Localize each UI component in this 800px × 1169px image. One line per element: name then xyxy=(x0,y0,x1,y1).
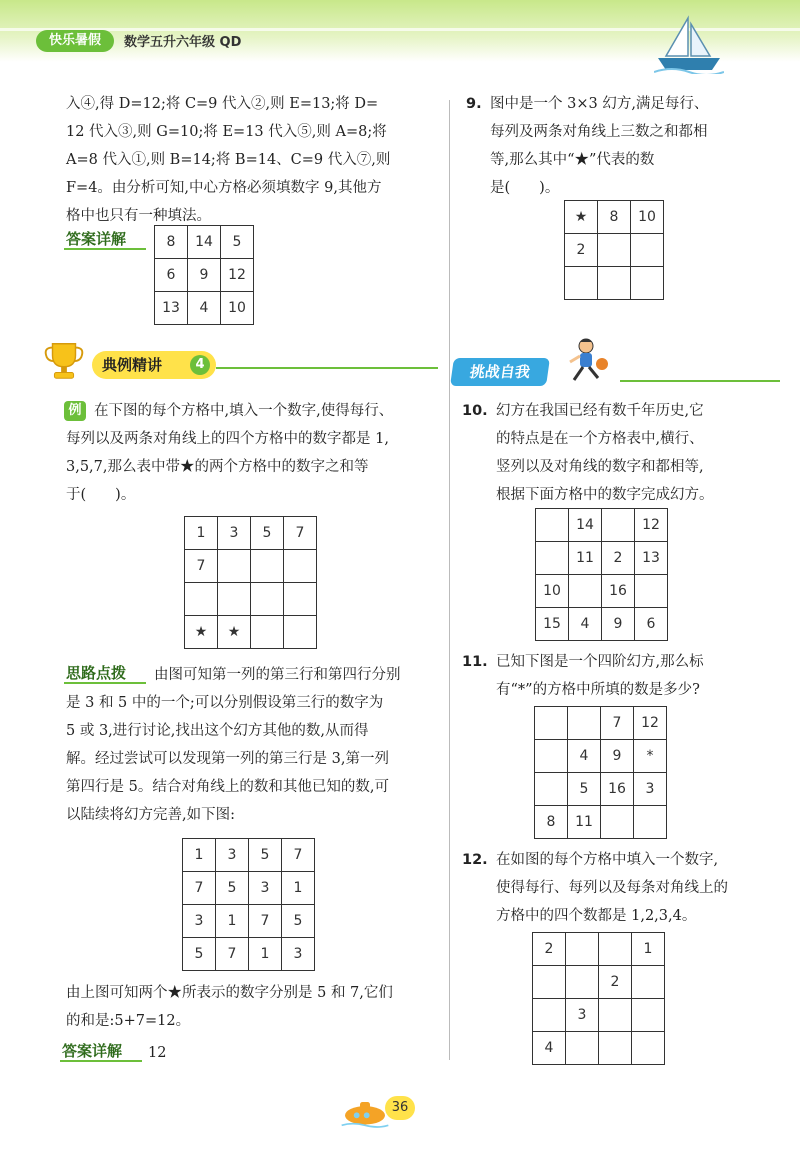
grid-cell: 8 xyxy=(155,226,188,259)
grid-cell: 2 xyxy=(602,542,635,575)
grid-cell: 3 xyxy=(218,517,251,550)
grid-cell: 3 xyxy=(566,999,599,1032)
grid-cell: 8 xyxy=(598,201,631,234)
grid-cell xyxy=(251,583,284,616)
prev-solution-line: 入④,得 D=12;将 C=9 代入②,则 E=13;将 D= xyxy=(66,96,379,112)
hint-line: 解。经过尝试可以发现第一列的第三行是 3,第一列 xyxy=(66,751,389,767)
grid-cell xyxy=(599,933,632,966)
grid-cell: 2 xyxy=(565,234,598,267)
hint-line: 是 3 和 5 中的一个;可以分别假设第三行的数字为 xyxy=(66,695,384,711)
grid-cell xyxy=(566,1032,599,1065)
conclusion-line: 的和是:5+7=12。 xyxy=(66,1013,191,1029)
hint-line: 由图可知第一列的第三行和第四行分别 xyxy=(154,667,401,683)
grid-cell: 1 xyxy=(282,872,315,905)
answer-tag-underline xyxy=(64,248,146,250)
grid-cell xyxy=(598,234,631,267)
q9-number: 9. xyxy=(466,96,482,112)
prev-solution xyxy=(66,90,446,230)
final-answer-tag: 答案详解 xyxy=(62,1042,123,1060)
q9-line: 是( )。 xyxy=(490,180,560,196)
header-subtitle: 数学五升六年级 QD xyxy=(124,35,242,50)
grid-cell: ★ xyxy=(565,201,598,234)
q10-line: 幻方在我国已经有数千年历史,它 xyxy=(496,403,704,419)
grid-cell: 4 xyxy=(533,1032,566,1065)
example-line: 于( )。 xyxy=(66,487,136,503)
grid-cell: 3 xyxy=(634,773,667,806)
grid-cell: 1 xyxy=(216,905,249,938)
q10-line: 的特点是在一个方格表中,横行、 xyxy=(496,431,704,447)
example-line: 3,5,7,那么表中带★的两个方格中的数字之和等 xyxy=(66,459,369,475)
q10-text xyxy=(496,397,792,509)
grid-cell xyxy=(632,1032,665,1065)
q10-number: 10. xyxy=(462,403,488,419)
grid-cell: 6 xyxy=(635,608,668,641)
grid-cell: 5 xyxy=(249,839,282,872)
runner-icon xyxy=(556,336,616,386)
grid-cell xyxy=(218,550,251,583)
grid-cell: 3 xyxy=(183,905,216,938)
grid-cell: 3 xyxy=(216,839,249,872)
grid-cell: 10 xyxy=(631,201,664,234)
grid-cell xyxy=(601,806,634,839)
q10-grid xyxy=(535,508,668,641)
grid-cell xyxy=(602,509,635,542)
grid-cell xyxy=(568,707,601,740)
conclusion-text xyxy=(66,979,446,1035)
example-mark: 例 xyxy=(64,401,86,421)
challenge-title: 挑战自我 xyxy=(450,358,550,386)
grid-cell: 13 xyxy=(155,292,188,325)
q11-number: 11. xyxy=(462,654,488,670)
grid-cell: 10 xyxy=(221,292,254,325)
grid-cell: ★ xyxy=(185,616,218,649)
grid-cell: 7 xyxy=(216,938,249,971)
grid-cell: 7 xyxy=(185,550,218,583)
q12-text xyxy=(496,846,792,930)
q9-line: 每列及两条对角线上三数之和都相 xyxy=(490,124,708,140)
grid-cell xyxy=(535,740,568,773)
grid-cell xyxy=(631,234,664,267)
grid-cell: 9 xyxy=(601,740,634,773)
hint-line: 5 或 3,进行讨论,找出这个幻方其他的数,从而得 xyxy=(66,723,369,739)
q12-line: 在如图的每个方格中填入一个数字, xyxy=(496,852,719,868)
grid-cell: 14 xyxy=(188,226,221,259)
grid-cell: 13 xyxy=(635,542,668,575)
grid-cell xyxy=(284,616,317,649)
grid-cell xyxy=(185,583,218,616)
grid-cell: 7 xyxy=(284,517,317,550)
q11-line: 有“*”的方格中所填的数是多少? xyxy=(496,682,700,698)
grid-cell xyxy=(536,542,569,575)
q12-grid xyxy=(532,932,665,1065)
submarine-icon xyxy=(340,1094,390,1130)
grid-cell xyxy=(533,999,566,1032)
page-number: 36 xyxy=(385,1096,415,1120)
example-line: 每列以及两条对角线上的四个方格中的数字都是 1, xyxy=(66,431,389,447)
grid-cell xyxy=(535,707,568,740)
example-grid xyxy=(184,516,317,649)
q9-line: 图中是一个 3×3 幻方,满足每行、 xyxy=(490,96,709,112)
column-divider xyxy=(449,100,450,1060)
grid-cell: 5 xyxy=(183,938,216,971)
q12-number: 12. xyxy=(462,852,488,868)
q11-line: 已知下图是一个四阶幻方,那么标 xyxy=(496,654,704,670)
hint-tag: 思路点拨 xyxy=(66,664,127,682)
grid-cell: 9 xyxy=(188,259,221,292)
q10-line: 根据下面方格中的数字完成幻方。 xyxy=(496,487,714,503)
hint-line: 第四行是 5。结合对角线上的数和其他已知的数,可 xyxy=(66,779,389,795)
grid-cell: 3 xyxy=(282,938,315,971)
prev-solution-line: 格中也只有一种填法。 xyxy=(66,208,211,224)
grid-cell xyxy=(566,966,599,999)
example-text xyxy=(66,397,446,509)
conclusion-line: 由上图可知两个★所表示的数字分别是 5 和 7,它们 xyxy=(66,985,393,1001)
grid-cell xyxy=(284,550,317,583)
q12-line: 方格中的四个数都是 1,2,3,4。 xyxy=(496,908,697,924)
grid-cell xyxy=(599,1032,632,1065)
trophy-icon xyxy=(40,338,88,384)
prev-solution-line: 12 代入③,则 G=10;将 E=13 代入⑤,则 A=8;将 xyxy=(66,124,387,140)
grid-cell: 11 xyxy=(569,542,602,575)
header-badge: 快乐暑假 xyxy=(36,30,114,52)
answer-grid xyxy=(154,225,254,325)
grid-cell xyxy=(632,999,665,1032)
grid-cell: 7 xyxy=(249,905,282,938)
grid-cell: 11 xyxy=(568,806,601,839)
grid-cell xyxy=(566,933,599,966)
grid-cell xyxy=(535,773,568,806)
grid-cell xyxy=(598,267,631,300)
grid-cell xyxy=(533,966,566,999)
grid-cell: 14 xyxy=(569,509,602,542)
final-answer-value: 12 xyxy=(148,1045,167,1061)
grid-cell: 12 xyxy=(634,707,667,740)
grid-cell xyxy=(634,806,667,839)
grid-cell: 5 xyxy=(251,517,284,550)
grid-cell: 5 xyxy=(216,872,249,905)
grid-cell: 4 xyxy=(568,740,601,773)
grid-cell: 3 xyxy=(249,872,282,905)
grid-cell xyxy=(565,267,598,300)
grid-cell: ★ xyxy=(218,616,251,649)
prev-solution-line: F=4。由分析可知,中心方格必须填数字 9,其他方 xyxy=(66,180,382,196)
q11-grid xyxy=(534,706,667,839)
grid-cell xyxy=(251,616,284,649)
grid-cell: 1 xyxy=(185,517,218,550)
q11-text xyxy=(496,648,792,704)
q10-line: 竖列以及对角线的数字和都相等, xyxy=(496,459,704,475)
grid-cell xyxy=(284,583,317,616)
sailboat-icon xyxy=(654,14,724,74)
grid-cell: 2 xyxy=(599,966,632,999)
grid-cell: 4 xyxy=(188,292,221,325)
grid-cell: 2 xyxy=(533,933,566,966)
grid-cell: 8 xyxy=(535,806,568,839)
q9-grid xyxy=(564,200,664,300)
grid-cell: 10 xyxy=(536,575,569,608)
hint-text xyxy=(66,661,446,829)
grid-cell xyxy=(631,267,664,300)
grid-cell: 12 xyxy=(221,259,254,292)
grid-cell xyxy=(632,966,665,999)
grid-cell: 16 xyxy=(602,575,635,608)
grid-cell: 7 xyxy=(282,839,315,872)
example-line: 在下图的每个方格中,填入一个数字,使得每行、 xyxy=(94,403,394,419)
grid-cell: * xyxy=(634,740,667,773)
grid-cell xyxy=(599,999,632,1032)
grid-cell: 1 xyxy=(249,938,282,971)
section-rule xyxy=(216,367,438,369)
grid-cell: 16 xyxy=(601,773,634,806)
solved-grid xyxy=(182,838,315,971)
final-tag-underline xyxy=(60,1060,142,1062)
grid-cell: 5 xyxy=(282,905,315,938)
grid-cell: 4 xyxy=(569,608,602,641)
grid-cell xyxy=(536,509,569,542)
grid-cell: 9 xyxy=(602,608,635,641)
grid-cell xyxy=(635,575,668,608)
grid-cell: 15 xyxy=(536,608,569,641)
grid-cell xyxy=(251,550,284,583)
grid-cell xyxy=(218,583,251,616)
q9-line: 等,那么其中“★”代表的数 xyxy=(490,152,655,168)
grid-cell: 1 xyxy=(632,933,665,966)
section-number: 4 xyxy=(190,355,210,375)
challenge-rule xyxy=(620,380,780,382)
grid-cell: 1 xyxy=(183,839,216,872)
hint-line: 以陆续将幻方完善,如下图: xyxy=(66,807,235,823)
grid-cell: 7 xyxy=(601,707,634,740)
grid-cell: 7 xyxy=(183,872,216,905)
grid-cell xyxy=(569,575,602,608)
q12-line: 使得每行、每列以及每条对角线上的 xyxy=(496,880,728,896)
answer-tag: 答案详解 xyxy=(66,230,127,248)
grid-cell: 6 xyxy=(155,259,188,292)
q9-text xyxy=(490,90,790,202)
grid-cell: 5 xyxy=(221,226,254,259)
grid-cell: 12 xyxy=(635,509,668,542)
grid-cell: 5 xyxy=(568,773,601,806)
prev-solution-line: A=8 代入①,则 B=14;将 B=14、C=9 代入⑦,则 xyxy=(66,152,391,168)
section-title: 典例精讲 xyxy=(92,351,216,379)
